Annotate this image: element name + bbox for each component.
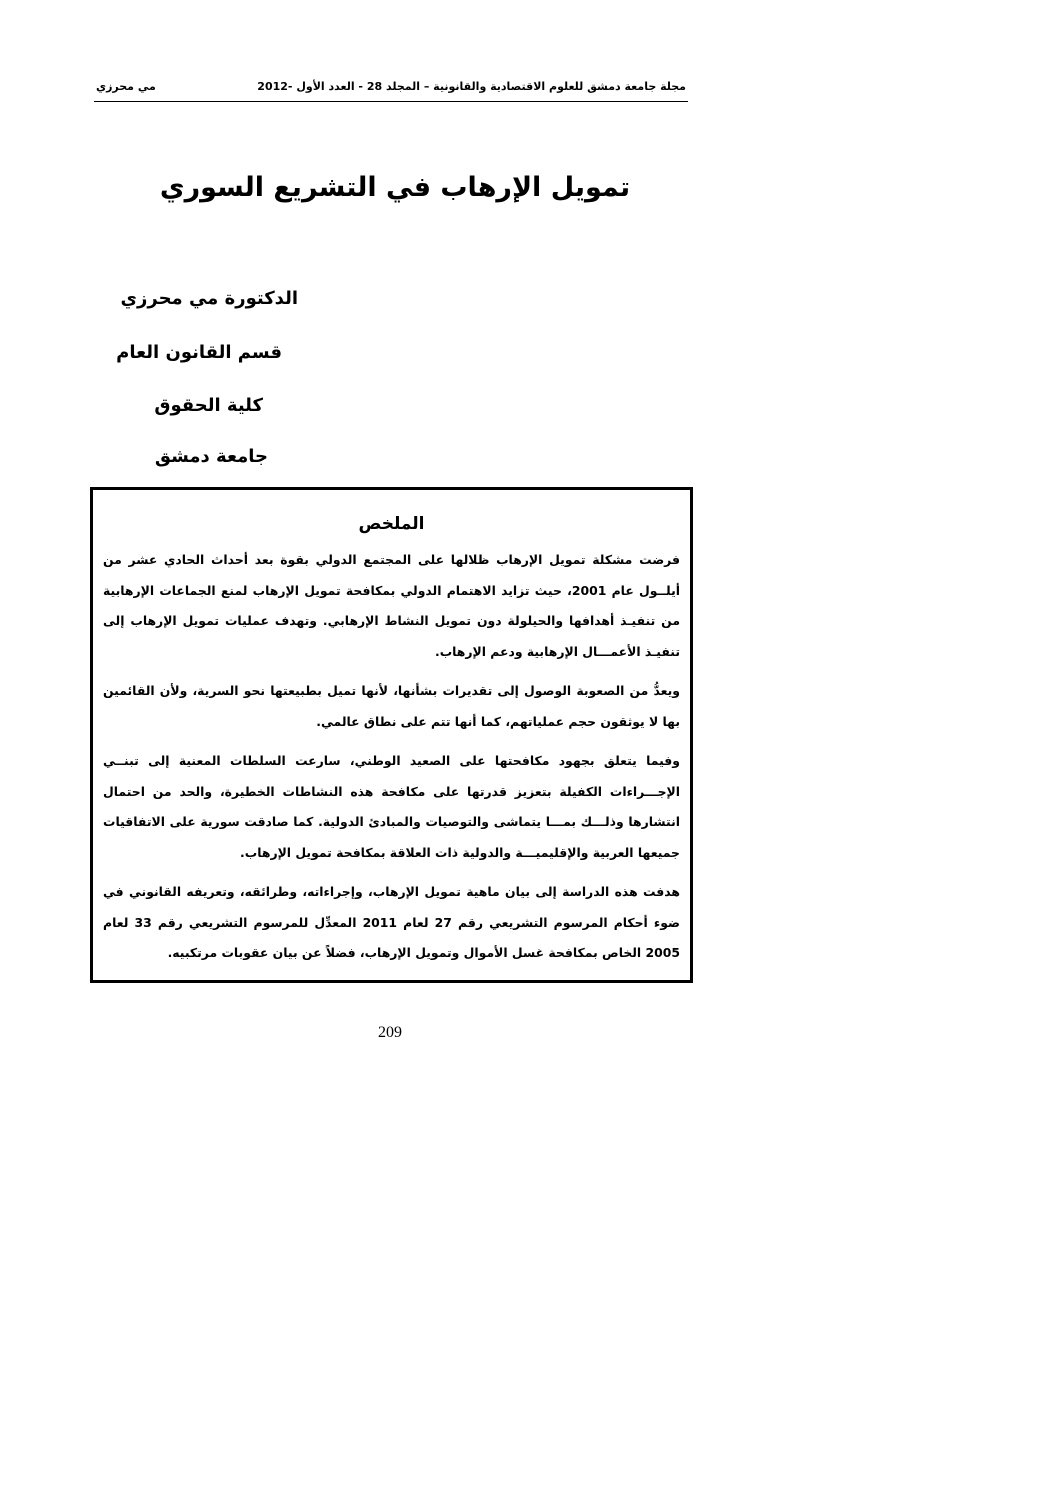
author-department: قسم القانون العام [116,342,282,363]
article-title: تمويل الإرهاب في التشريع السوري [159,172,631,203]
abstract-paragraph: وفيما يتعلق بجهود مكافحتها على الصعيد الوطني، سارعت السلطات المعنية إلى تبنــي الإجـــراءات الكفيلة بتعزيز قدرتها على مكافحة هذه النشاطات الخطيرة، والحد من احتمال انتشارها وذلـــك بمـــا يتماشى والتوصيات والمبادئ الدولية. كما صادقت سورية على الاتفاقيات جميعها العربية والإقليميـــة والدولية ذات العلاقة بمكافحة تمويل الإرهاب. [103,753,680,860]
running-header [96,80,686,102]
abstract-paragraph: ويعدُّ من الصعوبة الوصول إلى تقديرات بشأنها، لأنها تميل بطبيعتها نحو السرية، ولأن القائمين بها لا يوثقون حجم عملياتهم، كما أنها تتم على نطاق عالمي. [103,683,680,729]
abstract-heading: الملخص [358,514,425,534]
author-name: الدكتورة مي محرزي [120,288,298,309]
abstract-box [90,487,693,983]
header-rule [94,101,688,102]
abstract-paragraph: فرضت مشكلة تمويل الإرهاب ظلالها على المجتمع الدولي بقوة بعد أحداث الحادي عشر من أيلــول عام 2001، حيث تزايد الاهتمام الدولي بمكافحة تمويل الإرهاب لمنع الجماعات الإرهابية من تنفيـذ أهدافها والحيلولة دون تمويل النشاط الإرهابي. وتهدف عمليات تمويل الإرهاب إلى تنفيـذ الأعمـــال الإرهابية ودعم الإرهاب. [103,552,680,659]
abstract-body [103,545,680,978]
abstract-paragraph: هدفت هذه الدراسة إلى بيان ماهية تمويل الإرهاب، وإجراءاته، وطرائقه، وتعريفه القانوني في ضوء أحكام المرسوم التشريعي رقم 27 لعام 2011 المعدِّل للمرسوم التشريعي رقم 33 لعام 2005 الخاص بمكافحة غسل الأموال وتمويل الإرهاب، فضلاً عن بيان عقوبات مرتكبيه. [103,884,680,960]
running-author: مي محرزي [96,80,156,93]
journal-citation: مجلة جامعة دمشق للعلوم الاقتصادية والقانونية – المجلد 28 - العدد الأول -2012 [257,80,686,93]
author-faculty: كلية الحقوق [154,395,263,416]
author-university: جامعة دمشق [154,446,268,467]
page-number: 209 [378,1024,402,1041]
